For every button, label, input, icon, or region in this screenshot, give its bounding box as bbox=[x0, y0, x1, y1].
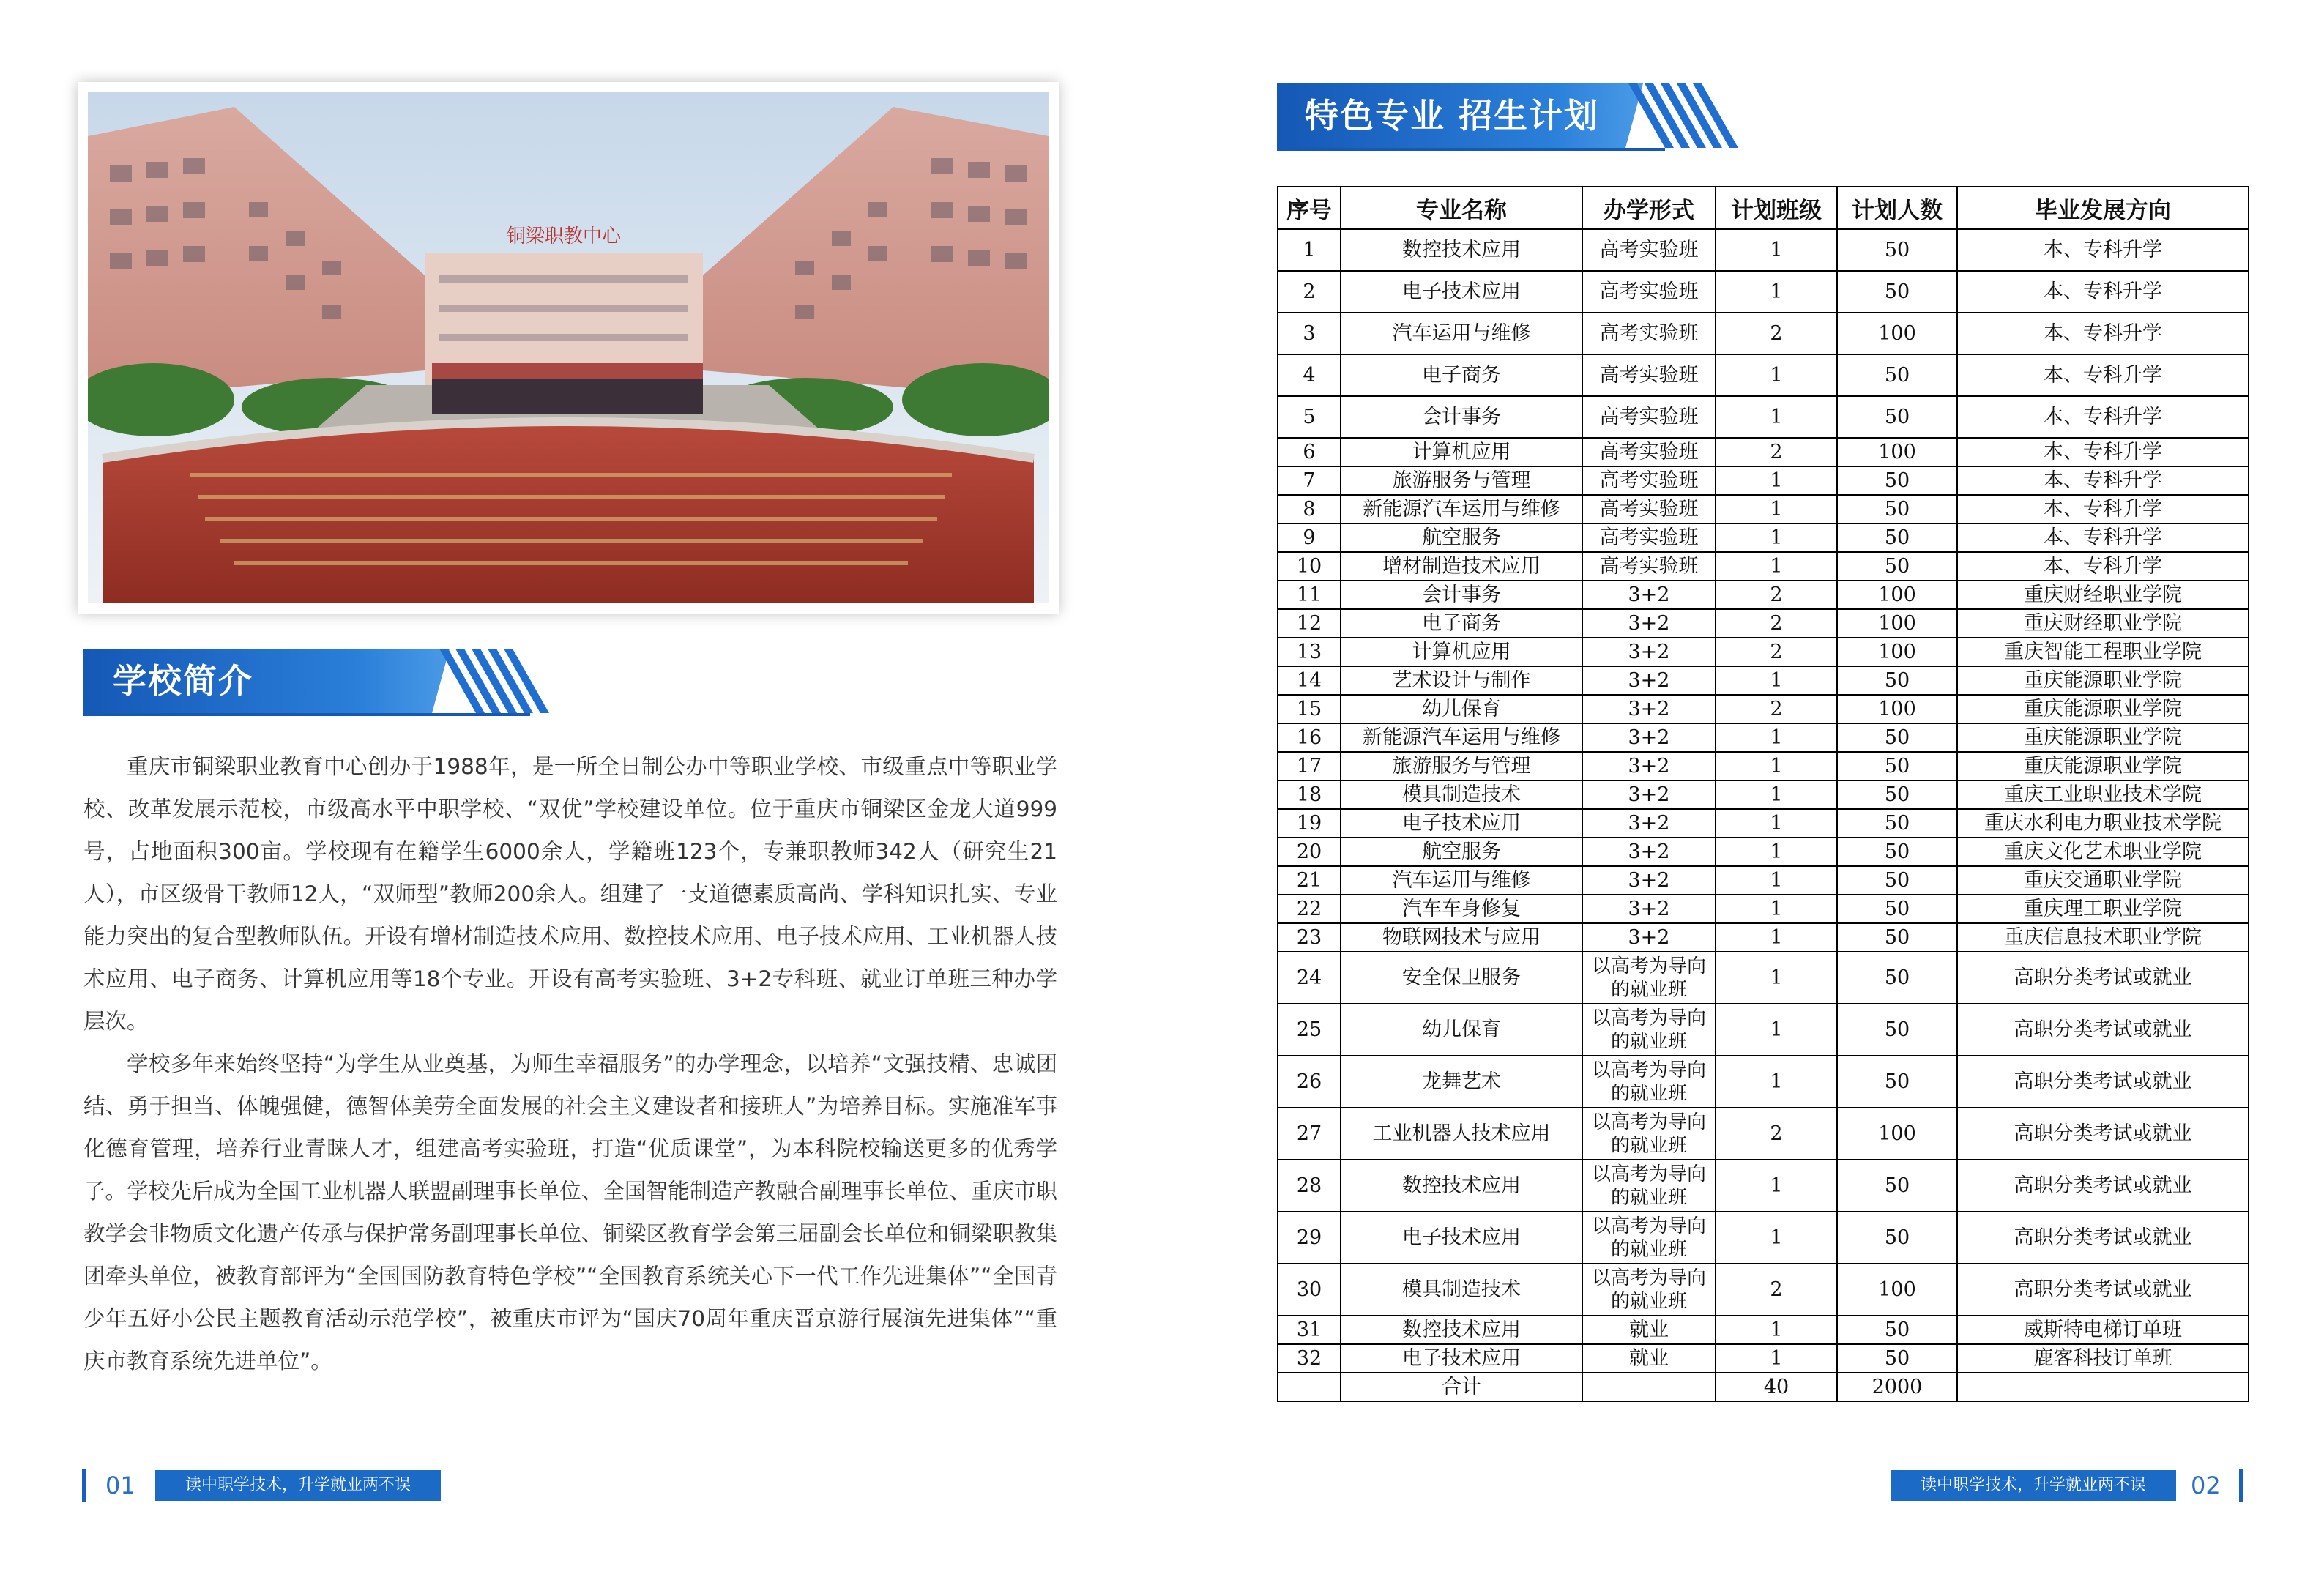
row-major: 幼儿保育 bbox=[1341, 1004, 1582, 1056]
row-major: 幼儿保育 bbox=[1341, 695, 1582, 723]
row-form: 以高考为导向的就业班 bbox=[1582, 1160, 1716, 1212]
row-major: 汽车车身修复 bbox=[1341, 895, 1582, 923]
row-students: 50 bbox=[1837, 229, 1957, 271]
row-students: 50 bbox=[1837, 552, 1957, 581]
table-row bbox=[1278, 495, 2249, 523]
row-form: 高考实验班 bbox=[1582, 313, 1716, 354]
row-form: 3+2 bbox=[1582, 666, 1716, 695]
row-form: 3+2 bbox=[1582, 609, 1716, 638]
row-form: 3+2 bbox=[1582, 838, 1716, 866]
row-direction: 本、专科升学 bbox=[1957, 396, 2249, 438]
row-index: 19 bbox=[1278, 809, 1341, 838]
left-page-number: 01 bbox=[105, 1472, 135, 1499]
school-intro-underline bbox=[83, 713, 530, 716]
row-major: 旅游服务与管理 bbox=[1341, 466, 1582, 495]
row-students: 50 bbox=[1837, 354, 1957, 396]
row-classes: 1 bbox=[1716, 523, 1837, 552]
row-students: 50 bbox=[1837, 666, 1957, 695]
row-direction: 本、专科升学 bbox=[1957, 271, 2249, 313]
row-major: 工业机器人技术应用 bbox=[1341, 1108, 1582, 1160]
row-direction: 本、专科升学 bbox=[1957, 495, 2249, 523]
campus-photo-illustration bbox=[88, 92, 1049, 603]
row-form: 高考实验班 bbox=[1582, 523, 1716, 552]
table-row bbox=[1278, 229, 2249, 271]
row-index: 18 bbox=[1278, 780, 1341, 809]
row-classes: 2 bbox=[1716, 313, 1837, 354]
row-students: 50 bbox=[1837, 523, 1957, 552]
table-row bbox=[1278, 780, 2249, 809]
row-students: 100 bbox=[1837, 581, 1957, 609]
row-direction: 本、专科升学 bbox=[1957, 354, 2249, 396]
row-direction: 重庆能源职业学院 bbox=[1957, 723, 2249, 752]
row-classes: 1 bbox=[1716, 1344, 1837, 1373]
row-form: 以高考为导向的就业班 bbox=[1582, 1212, 1716, 1264]
row-form: 以高考为导向的就业班 bbox=[1582, 1056, 1716, 1108]
table-row bbox=[1278, 666, 2249, 695]
table-row bbox=[1278, 752, 2249, 780]
row-form: 3+2 bbox=[1582, 866, 1716, 895]
row-form: 高考实验班 bbox=[1582, 396, 1716, 438]
row-form: 以高考为导向的就业班 bbox=[1582, 1264, 1716, 1316]
row-students: 50 bbox=[1837, 723, 1957, 752]
table-row bbox=[1278, 271, 2249, 313]
school-intro-title: 学校简介 bbox=[113, 661, 253, 701]
row-direction: 重庆文化艺术职业学院 bbox=[1957, 838, 2249, 866]
row-direction: 重庆能源职业学院 bbox=[1957, 695, 2249, 723]
row-students: 100 bbox=[1837, 609, 1957, 638]
table-row bbox=[1278, 1004, 2249, 1056]
row-students: 50 bbox=[1837, 923, 1957, 952]
enrollment-plan-title: 特色专业 招生计划 bbox=[1305, 96, 1600, 135]
row-index: 2 bbox=[1278, 271, 1341, 313]
table-row bbox=[1278, 952, 2249, 1004]
row-index: 9 bbox=[1278, 523, 1341, 552]
row-direction: 本、专科升学 bbox=[1957, 466, 2249, 495]
header-students: 计划人数 bbox=[1837, 187, 1957, 229]
table-row bbox=[1278, 838, 2249, 866]
right-footer-line bbox=[2239, 1469, 2243, 1502]
row-major: 电子技术应用 bbox=[1341, 1344, 1582, 1373]
header-index: 序号 bbox=[1278, 187, 1341, 229]
row-major: 航空服务 bbox=[1341, 523, 1582, 552]
row-form: 3+2 bbox=[1582, 923, 1716, 952]
row-classes: 1 bbox=[1716, 552, 1837, 581]
table-row bbox=[1278, 1056, 2249, 1108]
row-major: 电子技术应用 bbox=[1341, 271, 1582, 313]
row-major: 电子技术应用 bbox=[1341, 809, 1582, 838]
row-classes: 1 bbox=[1716, 396, 1837, 438]
total-students: 2000 bbox=[1837, 1373, 1957, 1401]
row-form: 以高考为导向的就业班 bbox=[1582, 1004, 1716, 1056]
row-index: 12 bbox=[1278, 609, 1341, 638]
row-direction: 威斯特电梯订单班 bbox=[1957, 1316, 2249, 1344]
row-form: 3+2 bbox=[1582, 695, 1716, 723]
row-students: 50 bbox=[1837, 1056, 1957, 1108]
row-students: 50 bbox=[1837, 866, 1957, 895]
intro-paragraph-1: 重庆市铜梁职业教育中心创办于1988年，是一所全日制公办中等职业学校、市级重点中等职业学校、改革发展示范校，市级高水平中职学校、“双优”学校建设单位。位于重庆市铜梁区金龙大道999号，占地面积300亩。学校现有在籍学生6000余人，学籍班123个，专兼职教师342人（研究生21人），市区级骨干教师12人，“双师型”教师200余人。组建了一支道德素质高尚、学科知识扎实、专业能力突出的复合型教师队伍。开设有增材制造技术应用、数控技术应用、电子技术应用、工业机器人技术应用、电子商务、计算机应用等18个专业。开设有高考实验班、3+2专科班、就业订单班三种办学层次。 bbox=[83, 754, 1057, 1034]
row-major: 数控技术应用 bbox=[1341, 1316, 1582, 1344]
row-index: 21 bbox=[1278, 866, 1341, 895]
table-row bbox=[1278, 581, 2249, 609]
table-body bbox=[1278, 229, 2249, 1373]
left-footer-line bbox=[82, 1469, 86, 1502]
header-classes: 计划班级 bbox=[1716, 187, 1837, 229]
row-major: 汽车运用与维修 bbox=[1341, 866, 1582, 895]
row-students: 50 bbox=[1837, 1160, 1957, 1212]
table-total-row bbox=[1278, 1373, 2249, 1401]
row-form: 高考实验班 bbox=[1582, 271, 1716, 313]
row-form: 3+2 bbox=[1582, 809, 1716, 838]
row-classes: 1 bbox=[1716, 895, 1837, 923]
row-classes: 1 bbox=[1716, 1056, 1837, 1108]
row-classes: 1 bbox=[1716, 1212, 1837, 1264]
row-index: 10 bbox=[1278, 552, 1341, 581]
row-classes: 1 bbox=[1716, 495, 1837, 523]
row-students: 50 bbox=[1837, 952, 1957, 1004]
row-students: 50 bbox=[1837, 1316, 1957, 1344]
row-students: 50 bbox=[1837, 809, 1957, 838]
row-classes: 1 bbox=[1716, 271, 1837, 313]
table-row bbox=[1278, 1344, 2249, 1373]
row-index: 15 bbox=[1278, 695, 1341, 723]
row-students: 100 bbox=[1837, 638, 1957, 666]
row-major: 数控技术应用 bbox=[1341, 1160, 1582, 1212]
row-form: 3+2 bbox=[1582, 895, 1716, 923]
row-direction: 高职分类考试或就业 bbox=[1957, 1056, 2249, 1108]
table-row bbox=[1278, 552, 2249, 581]
header-form: 办学形式 bbox=[1582, 187, 1716, 229]
row-index: 7 bbox=[1278, 466, 1341, 495]
row-classes: 1 bbox=[1716, 752, 1837, 780]
row-index: 17 bbox=[1278, 752, 1341, 780]
row-form: 以高考为导向的就业班 bbox=[1582, 1108, 1716, 1160]
table-row bbox=[1278, 809, 2249, 838]
row-major: 汽车运用与维修 bbox=[1341, 313, 1582, 354]
row-classes: 2 bbox=[1716, 638, 1837, 666]
right-footer-slogan: 读中职学技术，升学就业两不误 bbox=[1891, 1470, 2176, 1501]
row-major: 新能源汽车运用与维修 bbox=[1341, 723, 1582, 752]
row-classes: 2 bbox=[1716, 1264, 1837, 1316]
row-classes: 1 bbox=[1716, 723, 1837, 752]
row-form: 高考实验班 bbox=[1582, 466, 1716, 495]
row-index: 27 bbox=[1278, 1108, 1341, 1160]
row-index: 20 bbox=[1278, 838, 1341, 866]
row-classes: 1 bbox=[1716, 1004, 1837, 1056]
row-classes: 1 bbox=[1716, 809, 1837, 838]
campus-photo-frame bbox=[78, 82, 1059, 614]
table-row bbox=[1278, 866, 2249, 895]
row-classes: 1 bbox=[1716, 780, 1837, 809]
table-row bbox=[1278, 313, 2249, 354]
table-row bbox=[1278, 396, 2249, 438]
row-major: 艺术设计与制作 bbox=[1341, 666, 1582, 695]
row-direction: 高职分类考试或就业 bbox=[1957, 1004, 2249, 1056]
row-index: 3 bbox=[1278, 313, 1341, 354]
header-major: 专业名称 bbox=[1341, 187, 1582, 229]
table-row bbox=[1278, 638, 2249, 666]
row-classes: 1 bbox=[1716, 1160, 1837, 1212]
row-major: 龙舞艺术 bbox=[1341, 1056, 1582, 1108]
row-students: 100 bbox=[1837, 1108, 1957, 1160]
row-classes: 1 bbox=[1716, 866, 1837, 895]
row-students: 50 bbox=[1837, 1344, 1957, 1373]
banner-stripes-icon bbox=[1628, 83, 1738, 148]
table-row bbox=[1278, 354, 2249, 396]
table-row bbox=[1278, 723, 2249, 752]
table-row bbox=[1278, 923, 2249, 952]
row-major: 计算机应用 bbox=[1341, 438, 1582, 466]
row-classes: 2 bbox=[1716, 1108, 1837, 1160]
table-row bbox=[1278, 466, 2249, 495]
row-direction: 重庆财经职业学院 bbox=[1957, 609, 2249, 638]
row-form: 3+2 bbox=[1582, 638, 1716, 666]
header-direction: 毕业发展方向 bbox=[1957, 187, 2249, 229]
row-major: 数控技术应用 bbox=[1341, 229, 1582, 271]
table-row bbox=[1278, 695, 2249, 723]
total-form-cell bbox=[1582, 1373, 1716, 1401]
row-index: 22 bbox=[1278, 895, 1341, 923]
table-row bbox=[1278, 438, 2249, 466]
row-index: 30 bbox=[1278, 1264, 1341, 1316]
row-classes: 1 bbox=[1716, 229, 1837, 271]
total-index-cell bbox=[1278, 1373, 1341, 1401]
row-classes: 1 bbox=[1716, 1316, 1837, 1344]
row-classes: 1 bbox=[1716, 952, 1837, 1004]
row-students: 50 bbox=[1837, 752, 1957, 780]
row-direction: 重庆水利电力职业技术学院 bbox=[1957, 809, 2249, 838]
campus-photo bbox=[88, 92, 1049, 603]
row-classes: 1 bbox=[1716, 354, 1837, 396]
row-students: 100 bbox=[1837, 695, 1957, 723]
row-students: 100 bbox=[1837, 1264, 1957, 1316]
row-form: 高考实验班 bbox=[1582, 438, 1716, 466]
row-major: 模具制造技术 bbox=[1341, 1264, 1582, 1316]
row-major: 模具制造技术 bbox=[1341, 780, 1582, 809]
row-major: 电子技术应用 bbox=[1341, 1212, 1582, 1264]
row-direction: 本、专科升学 bbox=[1957, 229, 2249, 271]
row-students: 50 bbox=[1837, 495, 1957, 523]
banner-stripes-icon bbox=[439, 649, 549, 713]
table-row bbox=[1278, 895, 2249, 923]
total-label: 合计 bbox=[1341, 1373, 1582, 1401]
row-students: 100 bbox=[1837, 313, 1957, 354]
row-index: 31 bbox=[1278, 1316, 1341, 1344]
enrollment-plan-underline bbox=[1277, 148, 1665, 151]
row-form: 高考实验班 bbox=[1582, 229, 1716, 271]
row-direction: 高职分类考试或就业 bbox=[1957, 1160, 2249, 1212]
row-major: 新能源汽车运用与维修 bbox=[1341, 495, 1582, 523]
row-students: 50 bbox=[1837, 1004, 1957, 1056]
row-index: 14 bbox=[1278, 666, 1341, 695]
row-major: 会计事务 bbox=[1341, 581, 1582, 609]
row-classes: 1 bbox=[1716, 923, 1837, 952]
row-form: 3+2 bbox=[1582, 581, 1716, 609]
table-header-row bbox=[1278, 187, 2249, 229]
row-direction: 重庆信息技术职业学院 bbox=[1957, 923, 2249, 952]
row-direction: 高职分类考试或就业 bbox=[1957, 952, 2249, 1004]
row-major: 物联网技术与应用 bbox=[1341, 923, 1582, 952]
right-page-number: 02 bbox=[2191, 1472, 2221, 1499]
row-students: 50 bbox=[1837, 895, 1957, 923]
row-form: 高考实验班 bbox=[1582, 552, 1716, 581]
row-direction: 重庆财经职业学院 bbox=[1957, 581, 2249, 609]
table-row bbox=[1278, 1160, 2249, 1212]
row-students: 50 bbox=[1837, 780, 1957, 809]
row-direction: 本、专科升学 bbox=[1957, 313, 2249, 354]
row-classes: 1 bbox=[1716, 838, 1837, 866]
row-index: 26 bbox=[1278, 1056, 1341, 1108]
row-students: 50 bbox=[1837, 466, 1957, 495]
row-students: 50 bbox=[1837, 271, 1957, 313]
row-direction: 本、专科升学 bbox=[1957, 438, 2249, 466]
row-index: 16 bbox=[1278, 723, 1341, 752]
row-direction: 重庆能源职业学院 bbox=[1957, 666, 2249, 695]
table-row bbox=[1278, 1264, 2249, 1316]
left-footer-slogan: 读中职学技术，升学就业两不误 bbox=[155, 1470, 441, 1501]
row-index: 25 bbox=[1278, 1004, 1341, 1056]
row-form: 高考实验班 bbox=[1582, 354, 1716, 396]
row-index: 6 bbox=[1278, 438, 1341, 466]
enrollment-plan-table bbox=[1277, 186, 2249, 1402]
row-index: 28 bbox=[1278, 1160, 1341, 1212]
row-index: 23 bbox=[1278, 923, 1341, 952]
row-classes: 1 bbox=[1716, 466, 1837, 495]
row-students: 50 bbox=[1837, 1212, 1957, 1264]
school-intro-text bbox=[83, 745, 1057, 1382]
table-row bbox=[1278, 523, 2249, 552]
table-row bbox=[1278, 609, 2249, 638]
total-direction-cell bbox=[1957, 1373, 2249, 1401]
row-form: 高考实验班 bbox=[1582, 495, 1716, 523]
row-major: 航空服务 bbox=[1341, 838, 1582, 866]
row-students: 50 bbox=[1837, 396, 1957, 438]
row-direction: 重庆能源职业学院 bbox=[1957, 752, 2249, 780]
row-index: 8 bbox=[1278, 495, 1341, 523]
school-intro-banner bbox=[83, 649, 552, 713]
row-index: 5 bbox=[1278, 396, 1341, 438]
row-direction: 本、专科升学 bbox=[1957, 523, 2249, 552]
row-index: 4 bbox=[1278, 354, 1341, 396]
row-index: 24 bbox=[1278, 952, 1341, 1004]
row-form: 就业 bbox=[1582, 1344, 1716, 1373]
row-major: 计算机应用 bbox=[1341, 638, 1582, 666]
table-row bbox=[1278, 1108, 2249, 1160]
row-classes: 2 bbox=[1716, 438, 1837, 466]
row-classes: 2 bbox=[1716, 581, 1837, 609]
row-classes: 2 bbox=[1716, 695, 1837, 723]
row-index: 32 bbox=[1278, 1344, 1341, 1373]
row-classes: 2 bbox=[1716, 609, 1837, 638]
row-direction: 重庆工业职业技术学院 bbox=[1957, 780, 2249, 809]
row-major: 电子商务 bbox=[1341, 354, 1582, 396]
row-students: 50 bbox=[1837, 838, 1957, 866]
row-direction: 高职分类考试或就业 bbox=[1957, 1264, 2249, 1316]
row-form: 3+2 bbox=[1582, 723, 1716, 752]
row-direction: 重庆智能工程职业学院 bbox=[1957, 638, 2249, 666]
row-students: 100 bbox=[1837, 438, 1957, 466]
row-major: 旅游服务与管理 bbox=[1341, 752, 1582, 780]
row-index: 11 bbox=[1278, 581, 1341, 609]
row-major: 电子商务 bbox=[1341, 609, 1582, 638]
row-form: 3+2 bbox=[1582, 780, 1716, 809]
row-index: 1 bbox=[1278, 229, 1341, 271]
row-index: 13 bbox=[1278, 638, 1341, 666]
row-major: 增材制造技术应用 bbox=[1341, 552, 1582, 581]
table-row bbox=[1278, 1212, 2249, 1264]
row-direction: 重庆交通职业学院 bbox=[1957, 866, 2249, 895]
row-form: 以高考为导向的就业班 bbox=[1582, 952, 1716, 1004]
photo-sign-text: 铜梁职教中心 bbox=[506, 225, 622, 247]
row-direction: 本、专科升学 bbox=[1957, 552, 2249, 581]
intro-paragraph-2: 学校多年来始终坚持“为学生从业奠基，为师生幸福服务”的办学理念，以培养“文强技精、忠诚团结、勇于担当、体魄强健，德智体美劳全面发展的社会主义建设者和接班人”为培养目标。实施准军事化德育管理，培养行业青睐人才，组建高考实验班，打造“优质课堂”，为本科院校输送更多的优秀学子。学校先后成为全国工业机器人联盟副理事长单位、全国智能制造产教融合副理事长单位、重庆市职教学会非物质文化遗产传承与保护常务副理事长单位、铜梁区教育学会第三届副会长单位和铜梁职教集团牵头单位，被教育部评为“全国国防教育特色学校”“全国教育系统关心下一代工作先进集体”“全国青少年五好小公民主题教育活动示范学校”，被重庆市评为“国庆70周年重庆晋京游行展演先进集体”“重庆市教育系统先进单位”。 bbox=[83, 1051, 1057, 1373]
row-direction: 高职分类考试或就业 bbox=[1957, 1212, 2249, 1264]
enrollment-plan-banner bbox=[1277, 83, 1738, 148]
row-direction: 鹿客科技订单班 bbox=[1957, 1344, 2249, 1373]
row-major: 安全保卫服务 bbox=[1341, 952, 1582, 1004]
row-form: 3+2 bbox=[1582, 752, 1716, 780]
total-classes: 40 bbox=[1716, 1373, 1837, 1401]
row-classes: 1 bbox=[1716, 666, 1837, 695]
row-direction: 重庆理工职业学院 bbox=[1957, 895, 2249, 923]
row-major: 会计事务 bbox=[1341, 396, 1582, 438]
row-direction: 高职分类考试或就业 bbox=[1957, 1108, 2249, 1160]
row-index: 29 bbox=[1278, 1212, 1341, 1264]
row-form: 就业 bbox=[1582, 1316, 1716, 1344]
table-row bbox=[1278, 1316, 2249, 1344]
